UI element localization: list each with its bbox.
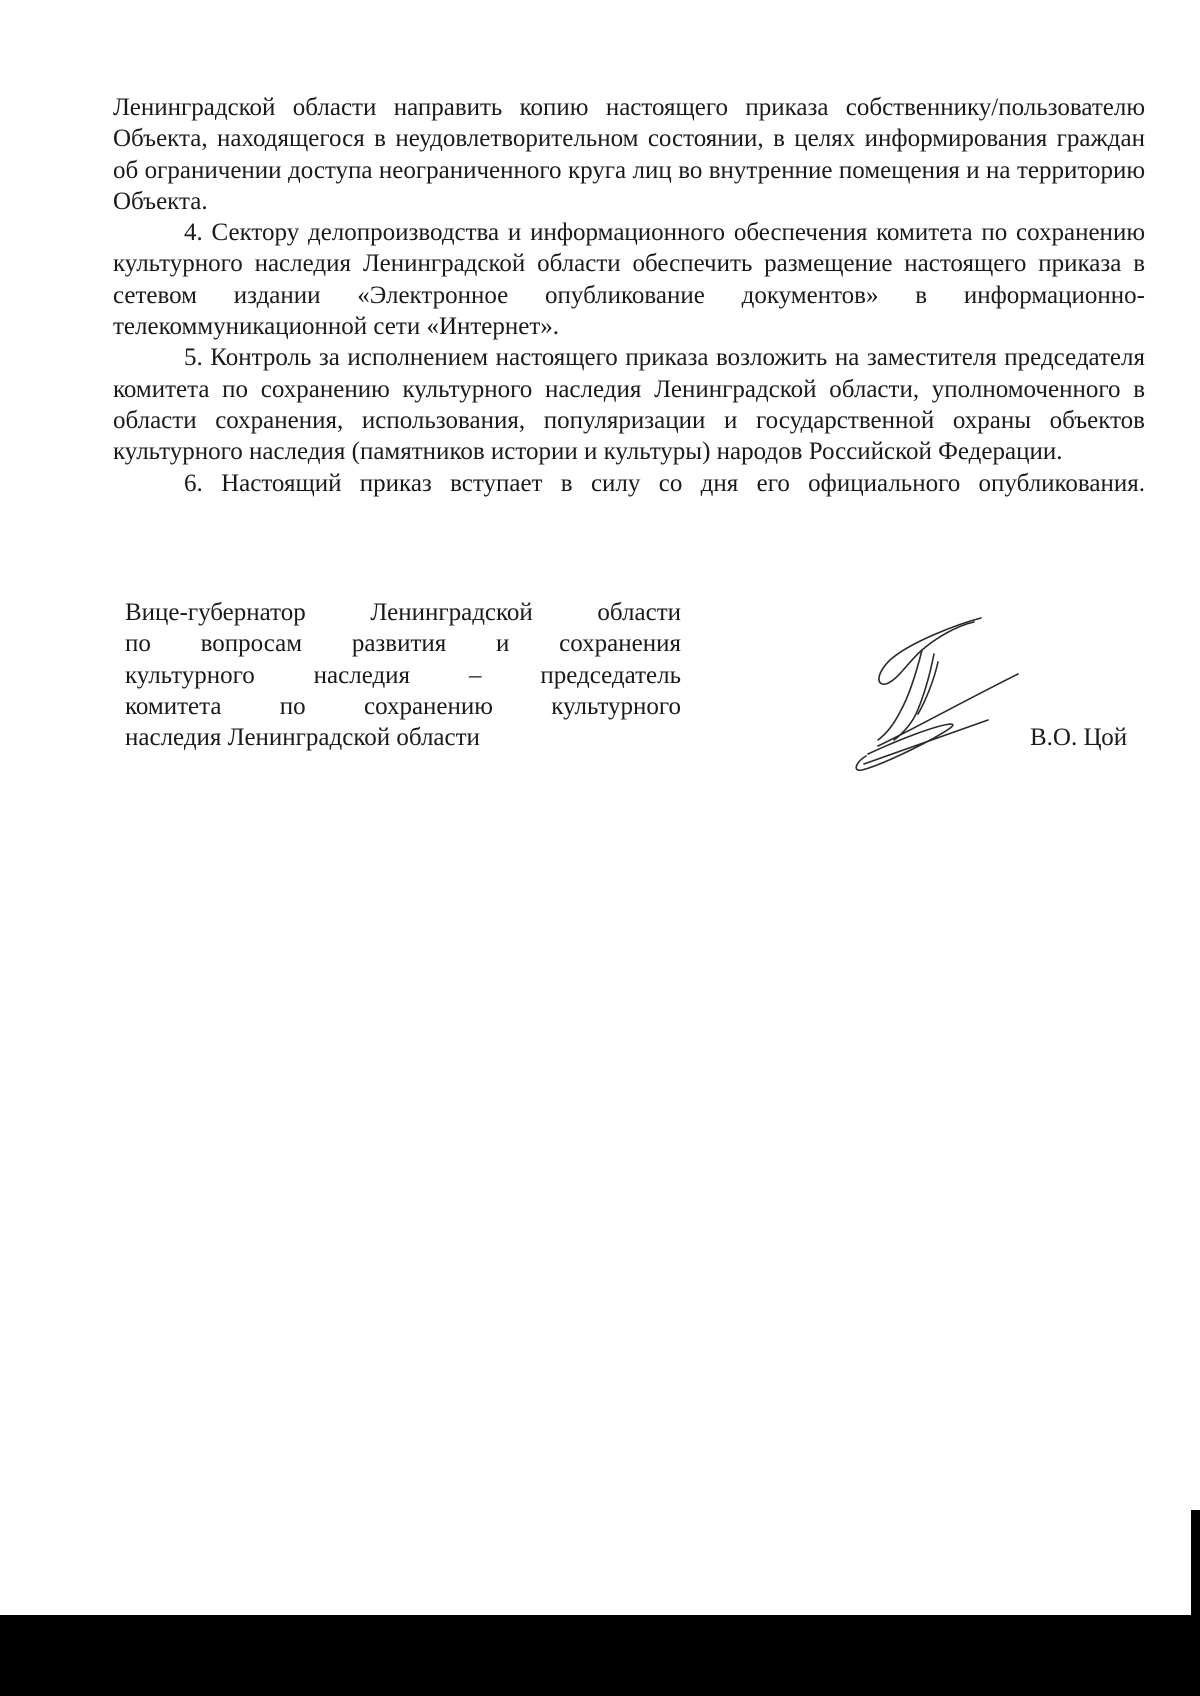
paragraph-item-4: 4. Сектору делопроизводства и информационного обеспечения комитета по сохранению культурного наследия Ленинградской области обеспечить размещение настоящего приказа в сетевом издании «Электронное опубликование документов» в информационно-телекоммуникационной сети «Интернет». — [113, 219, 1145, 341]
handwritten-signature — [838, 616, 1028, 776]
signatory-title-block — [125, 597, 681, 753]
scan-border-right — [1191, 1510, 1200, 1620]
scan-border-bottom — [0, 1615, 1200, 1696]
signatory-title-line: комитета по сохранению культурного — [125, 692, 681, 720]
paragraph-continuation: Ленинградской области направить копию настоящего приказа собственнику/пользователю Объекта, находящегося в неудовлетворительном состоянии, в целях информирования граждан об ограничении доступа неограниченного круга лиц во внутренние помещения и на территорию Объекта. — [113, 94, 1145, 215]
signer-name: В.О. Цой — [1030, 724, 1128, 751]
signatory-title-line: Вице-губернатор Ленинградской области — [125, 599, 681, 626]
document-body — [113, 92, 1145, 499]
signatory-title-line: наследия Ленинградской области — [125, 724, 480, 752]
signatory-title-line: культурного наследия – председатель — [125, 661, 681, 689]
paragraph-item-5: 5. Контроль за исполнением настоящего приказа возложить на заместителя председателя комитета по сохранению культурного наследия Ленинградской области, уполномоченного в области сохранения, использования, популяризации и государственной охраны объектов культурного наследия (памятников истории и культуры) народов Российской Федерации. — [113, 344, 1145, 466]
paragraph-item-6: 6. Настоящий приказ вступает в силу со дня его официального опубликования. — [184, 469, 1145, 497]
signatory-title-line: по вопросам развития и сохранения — [125, 630, 681, 658]
